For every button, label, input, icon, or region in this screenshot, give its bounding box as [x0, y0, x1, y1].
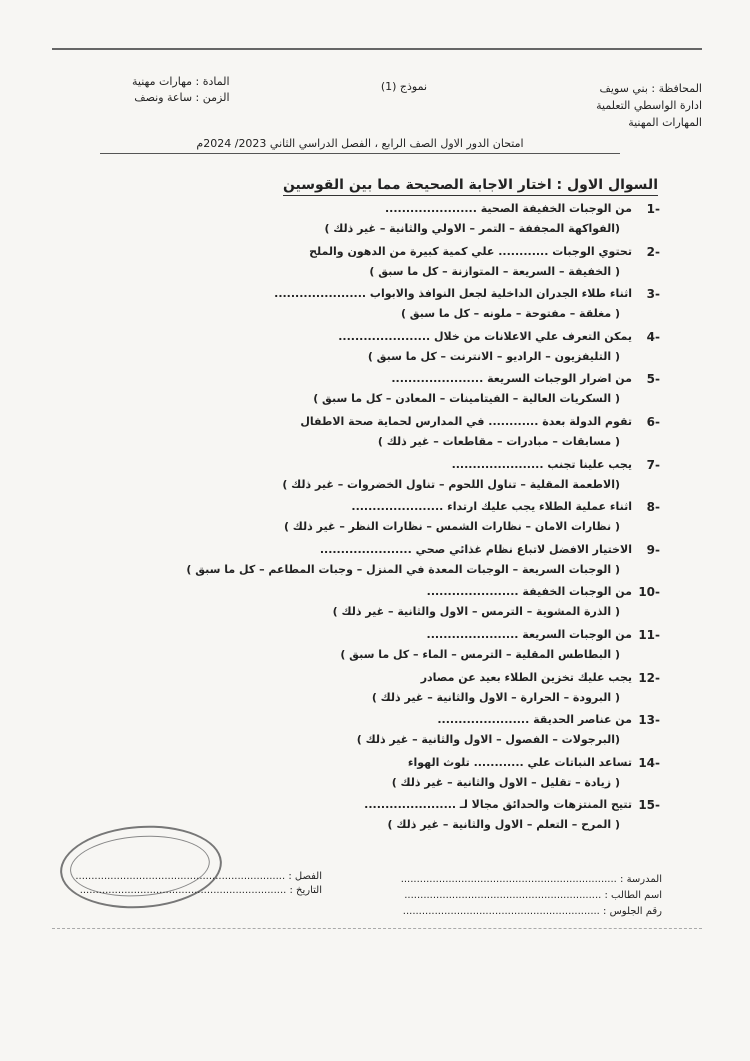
question-number: -15	[638, 798, 660, 813]
question-options: ( زيادة – تقليل – الاول والثانية – غير ذلك )	[391, 775, 620, 789]
question-text: يجب عليك تخزين الطلاء بعيد عن مصادر	[420, 670, 632, 684]
question-options: ( الخفيفة – السريعة – المتوازنة – كل ما سبق )	[369, 264, 620, 278]
section-title: السوال الاول : اختار الاجابة الصحيحة مما بين القوسين	[283, 177, 658, 196]
header-school-info	[596, 80, 702, 131]
question-item	[120, 627, 660, 670]
question-options: (الفواكهة المجففة – التمر – الاولي والثانية – غير ذلك )	[324, 222, 620, 235]
question-number: -9	[646, 542, 660, 557]
question-options: ( مسابقات – مبادرات – مقاطعات – غير ذلك )	[377, 434, 620, 448]
question-options: ( البطاطس المقلية – الترمس – الماء – كل ما سبق )	[340, 647, 620, 661]
question-options: ( الوجبات السريعة – الوجبات المعدة في المنزل – وجبات المطاعم – كل ما سبق )	[186, 562, 620, 576]
question-item	[120, 201, 660, 244]
question-number: -8	[646, 500, 660, 515]
subject: المادة : مهارات مهنية	[132, 75, 230, 88]
question-options: ( البرودة – الحرارة – الاول والثانية – غير ذلك )	[371, 690, 620, 704]
question-text: تحتوي الوجبات ............ علي كمية كبيرة من الدهون والملح	[309, 244, 632, 258]
exam-title: امتحان الدور الاول الصف الرابع ، الفصل الدراسي الثاني 2023/ 2024م	[100, 137, 620, 154]
question-text: من عناصر الحديقة ......................	[437, 713, 632, 727]
governorate: المحافظة : بني سويف	[599, 82, 702, 95]
question-item	[120, 457, 660, 500]
question-options: (البرجولات – الفصول – الاول والثانية – غير ذلك )	[356, 733, 620, 747]
question-number: -10	[638, 585, 660, 600]
question-text: اثناء عملية الطلاء يجب عليك ارتداء ......................	[351, 500, 632, 514]
question-options: (الاطعمة المقلية – تناول اللحوم – تناول الخضروات – غير ذلك )	[282, 477, 620, 491]
question-number: -2	[646, 244, 660, 259]
school-field: المدرسة : ....................................................................	[400, 874, 662, 885]
question-options: ( التليفزيون – الراديو – الانترنت – كل ما سبق )	[367, 349, 620, 363]
question-number: -12	[638, 670, 660, 685]
question-item	[120, 286, 660, 329]
department: المهارات المهنية	[628, 116, 702, 129]
question-text: الاختيار الافضل لاتباع نظام غذائي صحي ......................	[319, 542, 632, 556]
bottom-divider	[52, 928, 702, 929]
question-number: -1	[646, 202, 660, 216]
student-name-field: اسم الطالب : ..............................................................	[404, 890, 662, 901]
duration: الزمن : ساعة ونصف	[134, 91, 230, 104]
question-number: -7	[646, 457, 660, 472]
question-options: ( الذرة المشوية – الترمس – الاول والثانية – غير ذلك )	[332, 605, 620, 619]
header-subject-info	[132, 74, 230, 106]
question-options: ( المرح – التعلم – الاول والثانية – غير ذلك )	[387, 818, 620, 832]
question-number: -13	[638, 713, 660, 728]
question-options: ( نظارات الامان – نظارات الشمس – نظارات النظر – غير ذلك )	[283, 520, 620, 534]
question-text: تساعد النباتات علي ............ تلوث الهواء	[407, 755, 632, 769]
model-number: نموذج (1)	[380, 80, 427, 93]
seat-number-field: رقم الجلوس : ..............................................................	[402, 906, 662, 917]
question-item	[120, 244, 660, 287]
question-list	[120, 201, 660, 840]
question-options: ( مغلقة – مفتوحة – ملونه – كل ما سبق )	[400, 307, 620, 321]
question-item	[120, 414, 660, 457]
question-text: تتيح المنتزهات والحدائق مجالا لـ ......................	[364, 798, 632, 812]
question-item	[120, 712, 660, 755]
question-item	[120, 797, 660, 840]
question-item	[120, 542, 660, 585]
question-text: اثناء طلاء الجدران الداخلية لجعل النوافذ والابواب ......................	[274, 287, 632, 301]
question-text: من الوجبات الخفيفة الصحية ......................	[384, 202, 632, 215]
question-item	[120, 499, 660, 542]
date-field: التاريخ : .................................................................	[79, 885, 322, 896]
question-options: ( السكريات العالية – الفيتامينات – المعادن – كل ما سبق )	[313, 392, 620, 406]
student-info-footer	[52, 860, 702, 930]
question-text: من الوجبات الخفيفة ......................	[426, 585, 632, 599]
question-text: من الوجبات السريعة ......................	[426, 627, 632, 641]
class-field: الفصل : ..................................................................	[75, 871, 322, 882]
question-text: يمكن التعرف علي الاعلانات من خلال ......................	[338, 329, 632, 343]
footer-class-fields	[75, 870, 322, 898]
question-item	[120, 329, 660, 372]
question-text: يجب علينا تجنب ......................	[451, 457, 632, 471]
question-number: -5	[646, 372, 660, 387]
question-text: من اضرار الوجبات السريعة ......................	[391, 372, 632, 386]
administration: ادارة الواسطي التعلمية	[596, 99, 702, 112]
question-item	[120, 670, 660, 713]
question-item	[120, 584, 660, 627]
question-number: -3	[646, 287, 660, 302]
question-number: -14	[638, 755, 660, 770]
question-number: -6	[646, 414, 660, 429]
footer-student-fields	[401, 872, 662, 920]
question-item	[120, 371, 660, 414]
question-item	[120, 755, 660, 798]
exam-header	[52, 70, 702, 130]
question-text: تقوم الدولة بعدة ............ في المدارس لحماية صحة الاطفال	[300, 414, 632, 428]
question-number: -4	[646, 329, 660, 344]
question-number: -11	[638, 627, 660, 642]
